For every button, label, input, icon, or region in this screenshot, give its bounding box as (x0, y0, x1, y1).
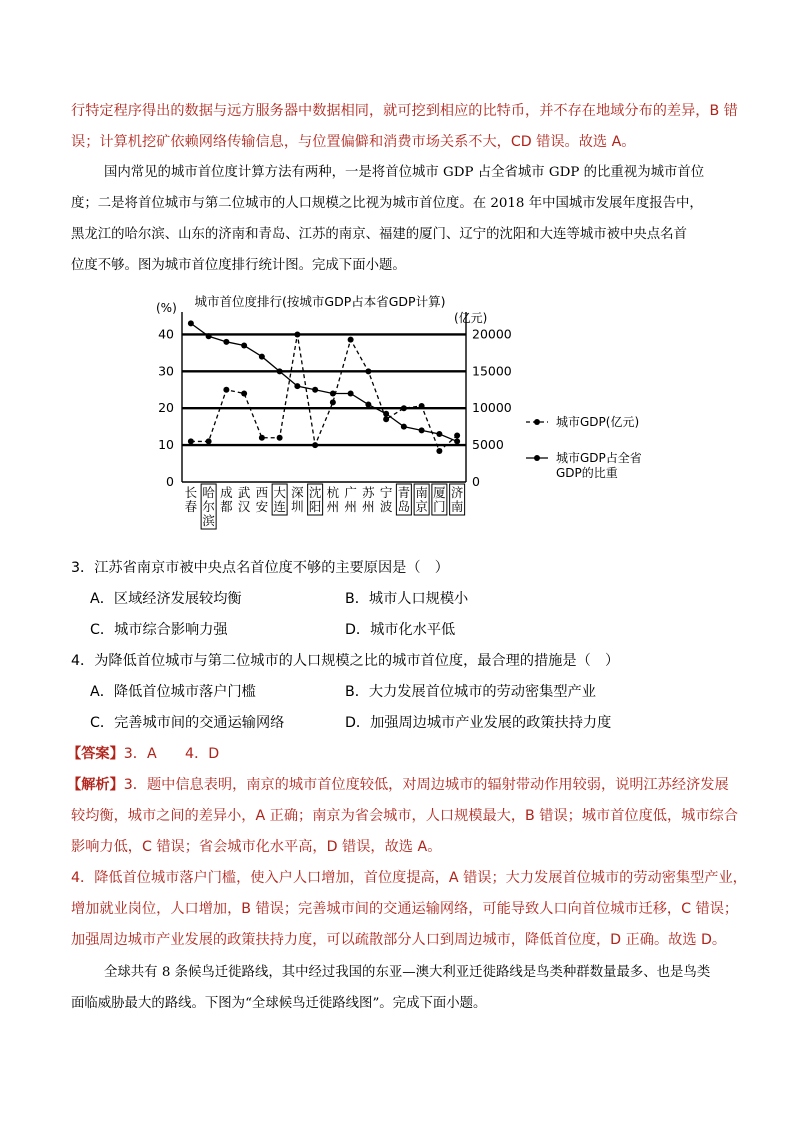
category-label: 深圳 (291, 485, 304, 514)
answer-label: 【答案】 (67, 746, 124, 762)
intro-line-2: 度；二是将首位城市与第二位城市的人口规模之比视为城市首位度。在 2018 年中国城市发展年度报告中， (71, 196, 703, 211)
left-tick-label: 10 (158, 437, 174, 453)
analysis-line-5: 增加就业岗位，人口增加，B 错误；完善城市间的交通运输网络，可能导致人口向首位城市迁移，C 错误； (71, 901, 739, 917)
category-label: 济南 (450, 485, 464, 514)
share-point (206, 333, 212, 339)
intro-line-1: 国内常见的城市首位度计算方法有两种，一是将首位城市 GDP 占全省城市 GDP 的比重视为城市首位 (104, 165, 705, 180)
q4-option-d[interactable]: D．加强周边城市产业发展的政策扶持力度 (345, 715, 612, 731)
left-tick-label: 40 (158, 326, 174, 342)
share-point (365, 402, 371, 408)
right-tick-label: 20000 (472, 326, 512, 342)
gdp-point (436, 448, 442, 454)
category-label: 杭州 (326, 485, 340, 514)
left-tick-label: 20 (158, 400, 174, 416)
right-tick-label: 15000 (472, 363, 512, 379)
analysis-line-4: 4．降低首位城市落户门槛，使入户人口增加，首位度提高，A 错误；大力发展首位城市的劳动密集型产业， (71, 870, 747, 886)
category-label: 哈尔滨 (202, 485, 215, 528)
q3-option-b[interactable]: B．城市人口规模小 (345, 591, 469, 607)
gdp-point (348, 337, 354, 343)
next-intro-line-2: 面临威胁最大的路线。下图为“全球候鸟迁徙路线图”。完成下面小题。 (71, 996, 487, 1011)
q3-option-a[interactable]: A．区域经济发展较均衡 (90, 591, 242, 607)
q3-option-c[interactable]: C．城市综合影响力强 (90, 622, 228, 638)
analysis-line-2: 较均衡，城市之间的差异小，A 正确；南京为省会城市，人口规模最大，B 错误；城市首位度低，城市综合 (71, 808, 738, 824)
q4-stem: 4．为降低首位城市与第二位城市的人口规模之比的城市首位度，最合理的措施是（ ） (71, 653, 620, 669)
analysis-line-3: 影响力低，C 错误；省会城市化水平高，D 错误，故选 A。 (71, 839, 442, 855)
gdp-point (223, 387, 229, 393)
share-point (294, 383, 300, 389)
gdp-series-line (191, 334, 457, 451)
left-axis-unit: (%) (156, 301, 177, 315)
left-tick-label: 0 (166, 474, 174, 489)
chart-title: 城市首位度排行(按城市GDP占本省GDP计算) (194, 294, 446, 309)
gdp-point (277, 435, 283, 441)
legend-solid-marker (534, 455, 540, 461)
share-point (454, 438, 460, 444)
explanation-line-2: 误；计算机挖矿依赖网络传输信息，与位置偏僻和消费市场关系不大，CD 错误。故选 A。 (71, 134, 636, 150)
category-label: 厦门 (433, 485, 446, 514)
gdp-point (259, 435, 265, 441)
share-point (312, 387, 318, 393)
analysis-text-1: 3．题中信息表明，南京的城市首位度较低，对周边城市的辐射带动作用较弱，说明江苏经济发展 (123, 777, 729, 793)
gdp-point (419, 403, 425, 409)
category-label: 青岛 (397, 485, 411, 514)
legend-share-label: 城市GDP占全省 GDP的比重 (556, 451, 642, 480)
share-point (419, 427, 425, 433)
share-point (188, 320, 194, 326)
category-label: 苏州 (362, 485, 375, 514)
category-label: 南京 (415, 485, 428, 514)
legend-dashed-marker (534, 419, 540, 425)
share-point (259, 354, 265, 360)
right-tick-label: 5000 (472, 437, 504, 453)
category-label: 武汉 (237, 485, 251, 514)
share-point (401, 424, 407, 430)
share-point (436, 431, 442, 437)
explanation-line-1: 行特定程序得出的数据与远方服务器中数据相同，就可挖到相应的比特币，并不存在地域分布的差异，B 错 (71, 103, 738, 119)
intro-line-3: 黑龙江的哈尔滨、山东的济南和青岛、江苏的南京、福建的厦门、辽宁的沈阳和大连等城市被中央点名首 (71, 227, 687, 242)
gdp-point (454, 433, 460, 439)
gdp-point (188, 438, 194, 444)
gdp-point (241, 390, 247, 396)
gdp-point (365, 368, 371, 374)
legend-gdp-label: 城市GDP(亿元) (556, 415, 640, 429)
share-point (241, 343, 247, 349)
category-label: 长春 (184, 485, 198, 514)
share-point (223, 339, 229, 345)
right-tick-label: 0 (472, 474, 480, 489)
intro-line-4: 位度不够。图为城市首位度排行统计图。完成下面小题。 (71, 258, 406, 273)
category-label: 广州 (344, 485, 357, 514)
q4-option-a[interactable]: A．降低首位城市落户门槛 (90, 684, 256, 700)
analysis-label: 【解析】 (67, 777, 124, 793)
category-label: 宁波 (379, 485, 393, 514)
category-label: 大连 (273, 485, 286, 514)
analysis-line-6: 加强周边城市产业发展的政策扶持力度，可以疏散部分人口到周边城市，降低首位度，D 正确。故选 D。 (71, 932, 727, 948)
q4-option-b[interactable]: B．大力发展首位城市的劳动密集型产业 (345, 684, 596, 700)
gdp-point (294, 331, 300, 337)
q4-option-c[interactable]: C．完善城市间的交通运输网络 (90, 715, 285, 731)
gdp-point (401, 405, 407, 411)
gdp-point (206, 438, 212, 444)
share-point (383, 411, 389, 417)
city-primacy-chart (150, 290, 670, 540)
right-axis-unit: (亿元) (454, 311, 488, 325)
category-label: 西安 (255, 485, 269, 514)
gdp-point (312, 442, 318, 448)
next-intro-line-1: 全球共有 8 条候鸟迁徙路线，其中经过我国的东亚—澳大利亚迁徙路线是鸟类种群数量最多、也是鸟类 (104, 965, 711, 980)
category-label: 沈阳 (308, 485, 322, 514)
left-tick-label: 30 (158, 363, 174, 379)
share-point (330, 390, 336, 396)
right-tick-label: 10000 (472, 400, 512, 416)
answer-text: 3．A 4．D (123, 746, 220, 762)
share-point (277, 368, 283, 374)
q3-option-d[interactable]: D．城市化水平低 (345, 622, 456, 638)
share-point (348, 390, 354, 396)
gdp-point (330, 399, 336, 405)
answer-line (67, 744, 219, 764)
q3-stem: 3．江苏省南京市被中央点名首位度不够的主要原因是（ ） (71, 560, 449, 576)
gdp-point (383, 416, 389, 422)
category-label: 成都 (220, 485, 233, 514)
analysis-line-1 (67, 775, 729, 795)
